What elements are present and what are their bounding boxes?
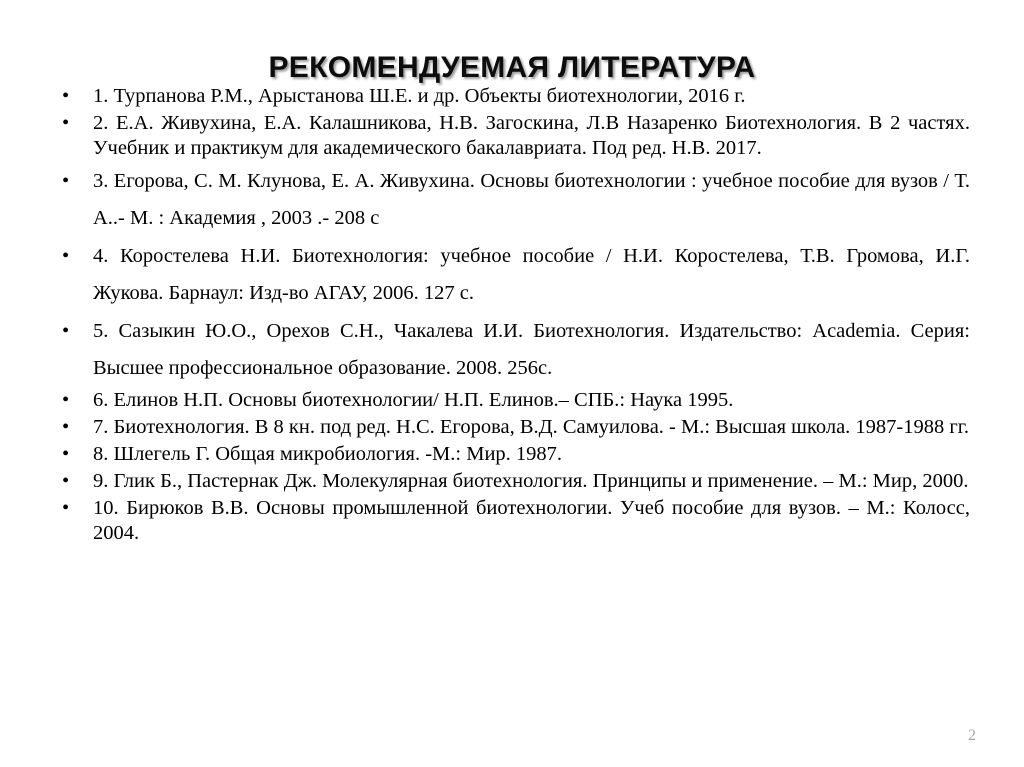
list-item xyxy=(55,469,970,494)
list-item xyxy=(55,388,970,413)
list-item xyxy=(55,163,970,237)
reference-text: 5. Сазыкин Ю.О., Орехов С.Н., Чакалева И.И. Биотехнология. Издательство: Academia. Серия: Высшее профессиональное образование. 2008. 256с. xyxy=(93,320,970,379)
recommended-literature-list xyxy=(55,84,970,548)
bullet-icon: • xyxy=(62,470,70,492)
bullet-icon: • xyxy=(62,443,70,465)
bullet-icon: • xyxy=(62,497,70,519)
list-item xyxy=(55,84,970,109)
bullet-icon: • xyxy=(62,389,70,411)
list-item xyxy=(55,496,970,546)
reference-text: 6. Елинов Н.П. Основы биотехнологии/ Н.П. Елинов.– СПБ.: Наука 1995. xyxy=(93,389,734,411)
list-item xyxy=(55,313,970,387)
bullet-icon: • xyxy=(62,320,70,342)
reference-text: 9. Глик Б., Пастернак Дж. Молекулярная биотехнология. Принципы и применение. – М.: Мир, 2000. xyxy=(93,470,969,492)
reference-text: 3. Егорова, С. М. Клунова, Е. А. Живухина. Основы биотехнологии : учебное пособие для вузов / Т. А..- М. : Академия , 2003 .- 208 с xyxy=(93,170,970,229)
list-item xyxy=(55,111,970,161)
reference-text: 4. Коростелева Н.И. Биотехнология: учебное пособие / Н.И. Коростелева, Т.В. Громова, И.Г. Жукова. Барнаул: Изд-во АГАУ, 2006. 127 с. xyxy=(93,245,970,304)
reference-text: 7. Биотехнология. В 8 кн. под ред. Н.С. Егорова, В.Д. Самуилова. - М.: Высшая школа. 1987-1988 гг. xyxy=(93,416,970,438)
reference-text: 2. Е.А. Живухина, Е.А. Калашникова, Н.В. Загоскина, Л.В Назаренко Биотехнология. В 2 частях. Учебник и практикум для академического бакалавриата. Под ред. Н.В. 2017. xyxy=(93,112,970,159)
reference-text: 1. Турпанова Р.М., Арыстанова Ш.Е. и др. Объекты биотехнологии, 2016 г. xyxy=(93,85,746,107)
list-item xyxy=(55,442,970,467)
reference-text: 10. Бирюков В.В. Основы промышленной биотехнологии. Учеб пособие для вузов. – М.: Колосс, 2004. xyxy=(93,497,970,544)
bullet-icon: • xyxy=(62,170,70,192)
reference-text: 8. Шлегель Г. Общая микробиология. -М.: Мир. 1987. xyxy=(93,443,563,465)
page-title: РЕКОМЕНДУЕМАЯ ЛИТЕРАТУРА xyxy=(268,51,756,85)
bullet-icon: • xyxy=(62,416,70,438)
bullet-icon: • xyxy=(62,112,70,134)
bullet-icon: • xyxy=(62,245,70,267)
list-item xyxy=(55,415,970,440)
page-number: 2 xyxy=(968,727,976,744)
bullet-icon: • xyxy=(62,85,70,107)
list-item xyxy=(55,238,970,312)
